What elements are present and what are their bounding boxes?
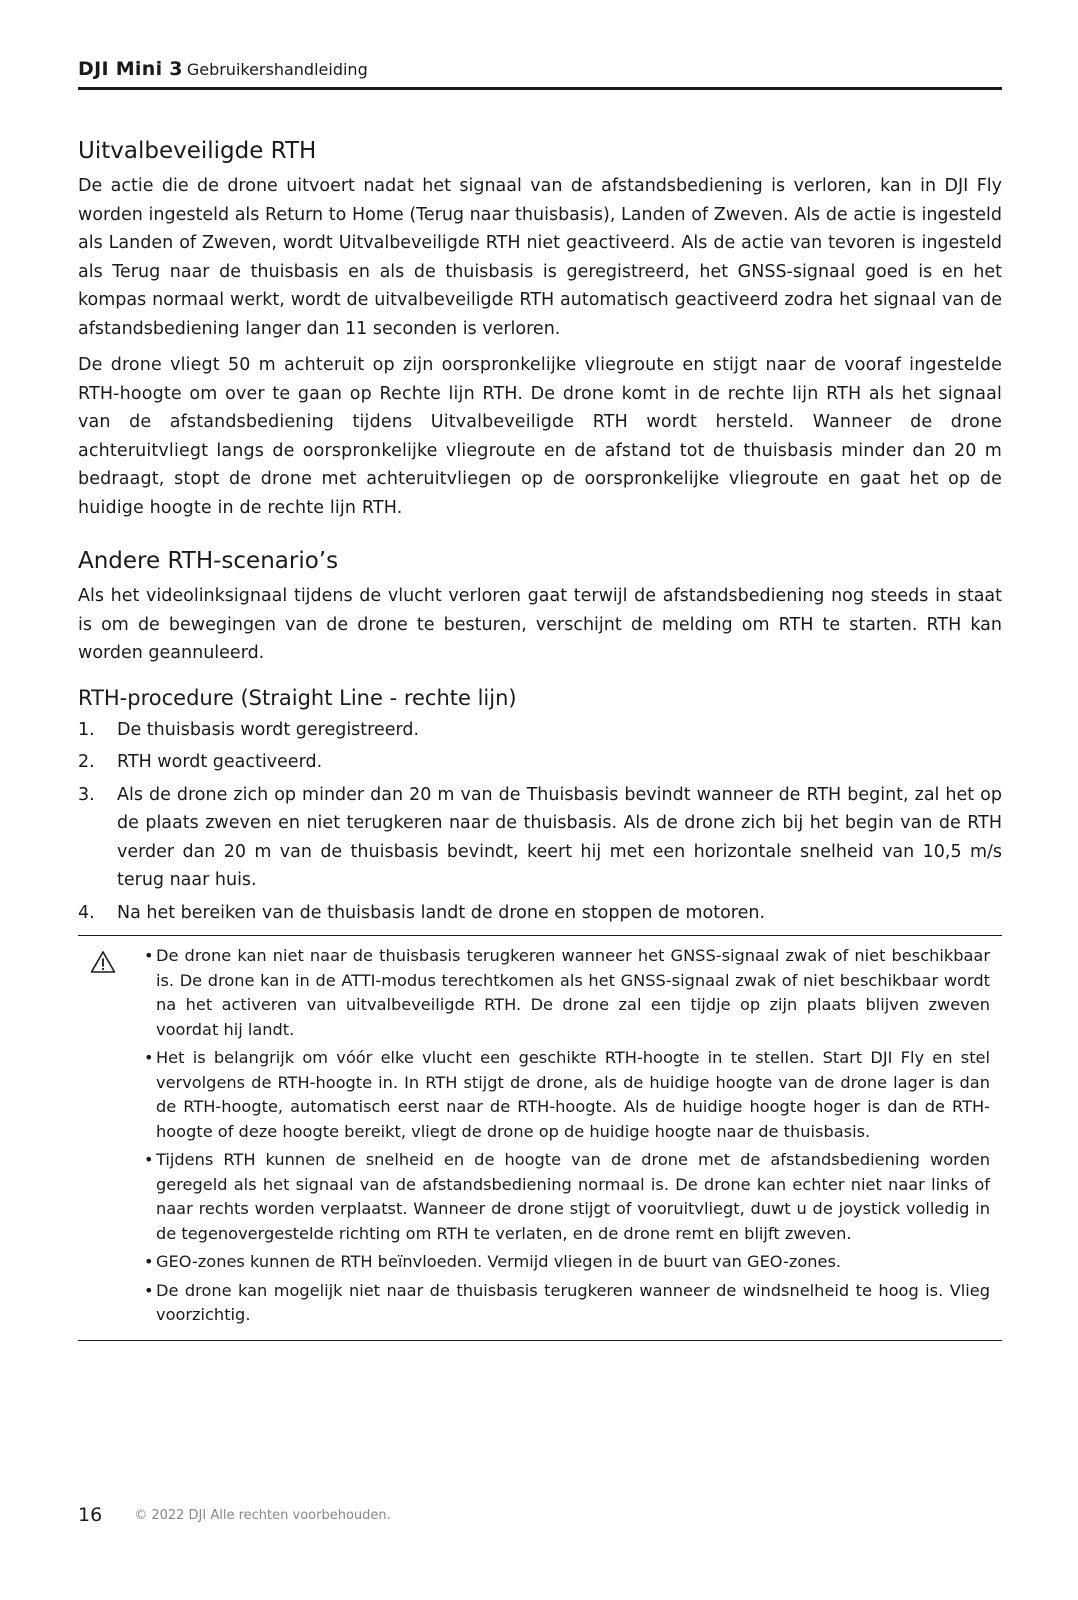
list-item: • Tijdens RTH kunnen de snelheid en de hoogte van de drone met de afstandsbediening worden geregeld als het signaal van de afstandsbediening normaal is. De drone kan echter niet naar links of naar rechts worden verplaatst. Wanneer de drone stijgt of vooruitvliegt, duwt u de joystick volledig in de tegenovergestelde richting om RTH te verlaten, en de drone remt en blijft zweven. bbox=[144, 1148, 990, 1246]
list-item: • De drone kan niet naar de thuisbasis terugkeren wanneer het GNSS-signaal zwak of niet beschikbaar is. De drone kan in de ATTI-modus terechtkomen als het GNSS-signaal zwak of niet beschikbaar wordt na het activeren van uitvalbeveiligde RTH. De drone zal een tijdje op zijn plaats blijven zweven voordat hij landt. bbox=[144, 944, 990, 1042]
warning-list bbox=[78, 944, 990, 1328]
paragraph: De drone vliegt 50 m achteruit op zijn oorspronkelijke vliegroute en stijgt naar de vooraf ingestelde RTH-hoogte om over te gaan op Rechte lijn RTH. De drone komt in de rechte lijn RTH als het signaal van de afstandsbediening tijdens Uitvalbeveiligde RTH wordt hersteld. Wanneer de drone achteruitvliegt langs de oorspronkelijke vliegroute en de afstand tot de thuisbasis minder dan 20 m bedraagt, stopt de drone met achteruitvliegen op de oorspronkelijke vliegroute en gaat het op de huidige hoogte in de rechte lijn RTH. bbox=[78, 355, 1002, 518]
list-item: • De drone kan mogelijk niet naar de thuisbasis terugkeren wanneer de windsnelheid te hoog is. Vlieg voorzichtig. bbox=[144, 1279, 990, 1328]
step-text: De thuisbasis wordt geregistreerd. bbox=[117, 719, 420, 740]
procedure-steps bbox=[78, 716, 1002, 928]
step-text: Na het bereiken van de thuisbasis landt de drone en stoppen de motoren. bbox=[117, 902, 766, 923]
document-subtitle: Gebruikershandleiding bbox=[186, 60, 368, 79]
step-number: 2. bbox=[78, 752, 95, 772]
page-content bbox=[78, 136, 1002, 1341]
paragraph: Als het videolinksignaal tijdens de vlucht verloren gaat terwijl de afstandsbediening nog steeds in staat is om de bewegingen van de drone te besturen, verschijnt de melding om RTH te starten. RTH kan worden geannuleerd. bbox=[78, 586, 1002, 663]
warning-triangle-icon bbox=[90, 950, 116, 974]
section-rth-procedure bbox=[78, 684, 1002, 928]
product-name: DJI Mini 3 bbox=[78, 58, 183, 80]
section-other-rth-scenarios bbox=[78, 546, 1002, 668]
step-text: Als de drone zich op minder dan 20 m van de Thuisbasis bevindt wanneer de RTH begint, zal het op de plaats zweven en niet terugkeren naar de thuisbasis. Als de drone zich bij het begin van de RTH verder dan 20 m van de thuisbasis bevindt, keert hij met een horizontale snelheid van 10,5 m/s terug naar huis. bbox=[117, 784, 1002, 890]
page-footer bbox=[78, 1504, 1002, 1534]
list-item: • Het is belangrijk om vóór elke vlucht een geschikte RTH-hoogte in te stellen. Start DJI Fly en stel vervolgens de RTH-hoogte in. In RTH stijgt de drone, als de huidige hoogte van de drone lager is dan de RTH-hoogte, automatisch eerst naar de RTH-hoogte. Als de huidige hoogte hoger is dan de RTH-hoogte of deze hoogte bereikt, vliegt de drone op de huidige hoogte naar de thuisbasis. bbox=[144, 1046, 990, 1144]
list-item bbox=[78, 899, 1002, 928]
step-number: 4. bbox=[78, 902, 95, 923]
page-header bbox=[78, 58, 1002, 90]
step-text: RTH wordt geactiveerd. bbox=[117, 752, 323, 772]
paragraph: De actie die de drone uitvoert nadat het signaal van de afstandsbediening is verloren, kan in DJI Fly worden ingesteld als Return to Home (Terug naar thuisbasis), Landen of Zweven. Als de actie is ingesteld als Landen of Zweven, wordt Uitvalbeveiligde RTH niet geactiveerd. Als de actie van tevoren is ingesteld als Terug naar de thuisbasis en als de thuisbasis is geregistreerd, het GNSS-signaal goed is en het kompas normaal werkt, wordt de uitvalbeveiligde RTH automatisch geactiveerd zodra het signaal van de afstandsbediening langer dan 11 seconden is verloren. bbox=[78, 176, 1002, 339]
warning-notice bbox=[78, 935, 1002, 1341]
step-number: 1. bbox=[78, 719, 95, 740]
page-number: 16 bbox=[78, 1504, 103, 1526]
section-title: Andere RTH-scenario’s bbox=[78, 548, 339, 574]
section-failsafe-rth bbox=[78, 136, 1002, 522]
step-number: 3. bbox=[78, 784, 95, 805]
list-item bbox=[78, 716, 1002, 745]
subsection-title: RTH-procedure (Straight Line - rechte lijn) bbox=[78, 685, 517, 710]
list-item bbox=[78, 748, 1002, 777]
list-item bbox=[78, 781, 1002, 895]
section-title: Uitvalbeveiligde RTH bbox=[78, 138, 317, 164]
copyright-notice: © 2022 DJI Alle rechten voorbehouden. bbox=[134, 1508, 391, 1523]
list-item: • GEO-zones kunnen de RTH beïnvloeden. Vermijd vliegen in de buurt van GEO-zones. bbox=[144, 1250, 990, 1275]
